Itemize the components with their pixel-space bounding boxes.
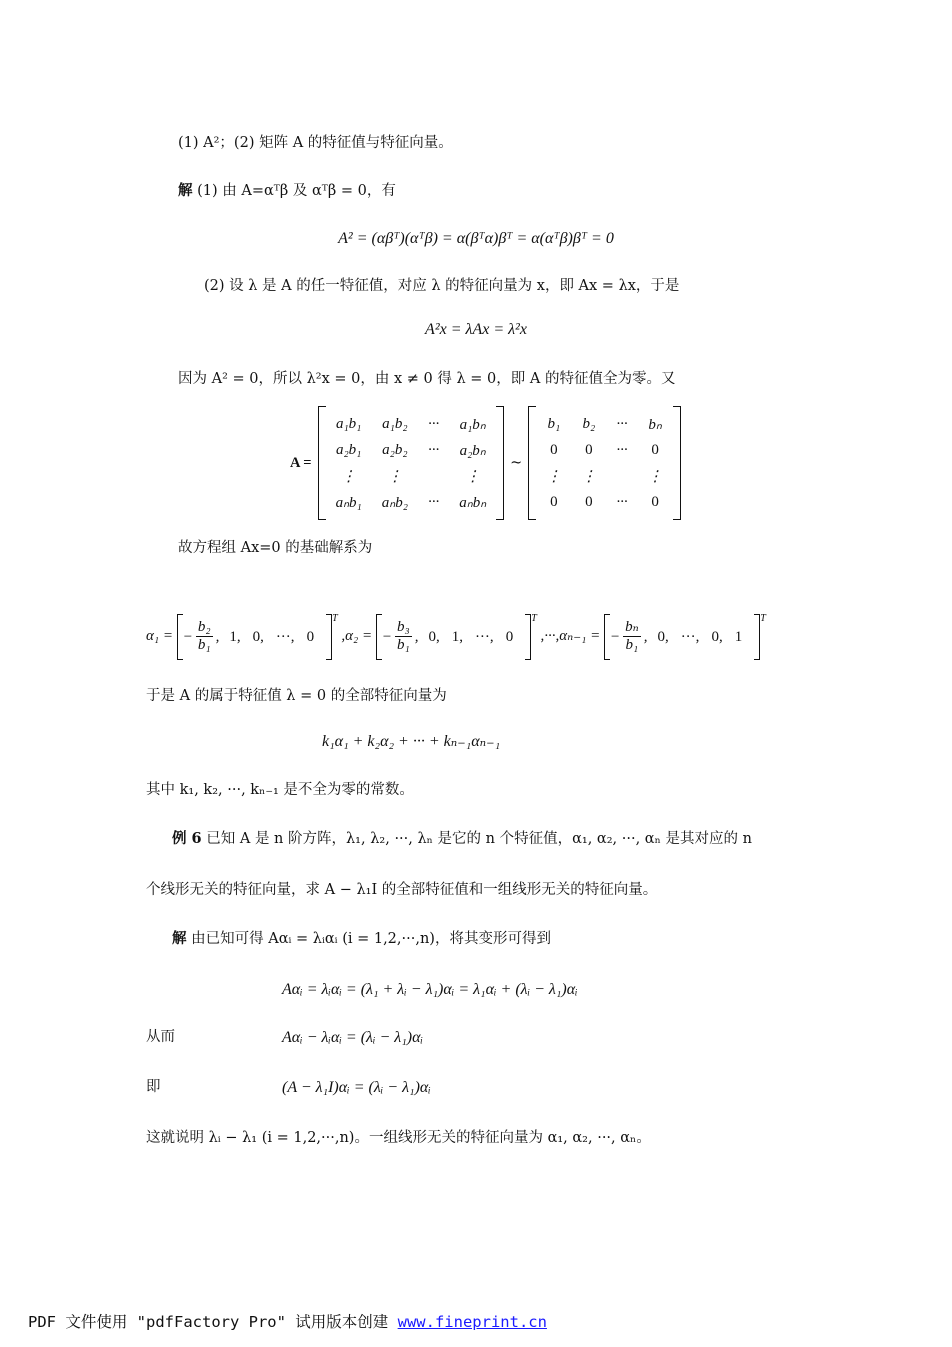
matrix-equation: [290, 406, 681, 520]
minus-sign: −: [609, 628, 621, 645]
text-line: 个线形无关的特征向量，求 A − λ₁I 的全部特征值和一组线形无关的特征向量。: [146, 882, 658, 898]
matrix-cell: a₂bₙ: [459, 442, 486, 459]
denominator: b₁: [396, 637, 410, 654]
comma: ,: [643, 628, 648, 645]
matrix-cell: 0: [651, 493, 659, 510]
matrix-cell: a₂b₁: [335, 441, 362, 458]
numerator: b₃: [396, 619, 410, 636]
text-line: (2) 设 λ 是 A 的任一特征值，对应 λ 的特征向量为 x，即 Ax = λx，于是: [204, 278, 680, 294]
entry: 1: [734, 628, 743, 645]
footer-text: PDF 文件使用 "pdfFactory Pro" 试用版本创建: [28, 1313, 398, 1331]
matrix-cell: ···: [427, 415, 440, 432]
matrix-cell: ⋮: [387, 468, 403, 485]
matrix-cell: bₙ: [648, 416, 662, 433]
text-line: 即: [146, 1079, 161, 1095]
matrix-cell: ⋮: [546, 468, 562, 485]
pdf-footer: [28, 1310, 547, 1332]
minus-sign: −: [182, 628, 193, 645]
entry: 0: [306, 628, 315, 645]
text-line: (1) A²；(2) 矩阵 A 的特征值与特征向量。: [178, 135, 453, 151]
text-line: [172, 829, 752, 849]
matrix-cell: a₁b₂: [382, 415, 408, 432]
entry: 0,: [657, 628, 669, 645]
fraction: [623, 619, 641, 654]
matrix-cell: ⋮: [647, 468, 663, 485]
matrix-cell: 0: [651, 441, 659, 458]
matrix-left: [326, 411, 497, 515]
entry: 0,: [711, 628, 723, 645]
equation: Aαᵢ − λᵢαᵢ = (λᵢ − λ₁)αᵢ: [282, 1029, 424, 1046]
matrix-cell: [418, 463, 449, 489]
tilde-symbol: ~: [510, 455, 523, 471]
entry: 0,: [428, 628, 440, 645]
solution-text: (1) 由 A=αᵀβ 及 αᵀβ = 0，有: [197, 183, 396, 199]
matrix-cell: a₁b₁: [335, 415, 362, 432]
vector-lhs: ,···,αₙ₋₁ =: [540, 628, 601, 644]
text-line: 这就说明 λᵢ − λ₁ (i = 1,2,···,n)。一组线形无关的特征向量为 α₁, α₂, ···, αₙ。: [146, 1130, 651, 1146]
text-line: [178, 181, 396, 201]
equation: A² = (αβᵀ)(αᵀβ) = α(βᵀα)βᵀ = α(αᵀβ)βᵀ = 0: [338, 230, 614, 247]
entry: 0: [505, 628, 514, 645]
matrix-cell: 0: [585, 493, 593, 510]
vector-entries: [657, 611, 754, 663]
text-line: 因为 A² = 0，所以 λ²x = 0，由 x ≠ 0 得 λ = 0，即 A 的特征值全为零。又: [178, 371, 676, 387]
matrix-cell: a₂b₂: [382, 441, 408, 458]
matrix-cell: ⋮: [465, 468, 481, 485]
text-line: 从而: [146, 1029, 175, 1045]
matrix-cell: 0: [550, 493, 558, 510]
comma: ,: [215, 628, 220, 645]
example-heading: 例 6: [172, 830, 202, 847]
text-line: 其中 k₁, k₂, ···, kₙ₋₁ 是不全为零的常数。: [146, 782, 414, 798]
right-bracket: [496, 406, 504, 520]
equation: (A − λ₁I)αᵢ = (λᵢ − λ₁)αᵢ: [282, 1079, 431, 1096]
matrix-cell: b₂: [582, 415, 596, 432]
solution-heading: 解: [178, 182, 193, 199]
vector-n-minus-1: − $\frac{\text{bₙ}}{\text{b₁}}$ , 0, ···, 0, 1 $^T$: [604, 611, 766, 663]
matrix-cell: 0: [585, 441, 593, 458]
matrix-cell: [606, 463, 637, 489]
basis-vectors: [146, 610, 766, 663]
solution-text: 由已知可得 Aαᵢ = λᵢαᵢ (i = 1,2,···,n)，将其变形可得到: [191, 931, 551, 947]
matrix-cell: ···: [616, 441, 628, 458]
entry: 1,: [229, 628, 241, 645]
matrix-cell: aₙbₙ: [459, 494, 487, 511]
matrix-cell: a₁bₙ: [459, 416, 486, 433]
right-bracket: [673, 406, 681, 520]
matrix-cell: 0: [550, 441, 558, 458]
comma: ,: [414, 628, 419, 645]
equation: Aαᵢ = λᵢαᵢ = (λ₁ + λᵢ − λ₁)αᵢ = λ₁αᵢ + (λᵢ − λ₁)αᵢ: [282, 981, 578, 998]
left-bracket: [528, 406, 536, 520]
entry: 0,: [252, 628, 264, 645]
vector-entries: [229, 611, 326, 663]
matrix-cell: ···: [616, 493, 628, 510]
minus-sign: −: [381, 628, 392, 645]
entry: 1,: [451, 628, 463, 645]
numerator: b₂: [197, 619, 211, 636]
numerator: bₙ: [625, 619, 639, 636]
vector-entries: [428, 611, 525, 663]
entry: ···,: [275, 628, 295, 645]
fraction: [196, 619, 213, 654]
left-bracket: [318, 406, 326, 520]
footer-link[interactable]: www.fineprint.cn: [397, 1313, 547, 1331]
denominator: b₁: [625, 637, 639, 654]
fraction: [395, 619, 412, 654]
matrix-cell: ···: [427, 441, 440, 458]
matrix-cell: b₁: [547, 415, 561, 432]
matrix-cell: aₙb₁: [335, 494, 362, 511]
matrix-cell: ···: [616, 415, 628, 432]
solution-heading: 解: [172, 930, 187, 947]
equation: A²x = λAx = λ²x: [425, 321, 527, 338]
example-text: 已知 A 是 n 阶方阵，λ₁, λ₂, ···, λₙ 是它的 n 个特征值，α₁, α₂, ···, αₙ 是其对应的 n: [206, 831, 752, 847]
equation: k₁α₁ + k₂α₂ + ··· + kₙ₋₁αₙ₋₁: [322, 733, 501, 750]
text-line: 于是 A 的属于特征值 λ = 0 的全部特征向量为: [146, 688, 447, 704]
vector-1: − $\frac{\text{b₂}}{\text{b₁}}$ , 1, 0, ···, 0 $^T$: [177, 611, 338, 663]
denominator: b₁: [197, 637, 211, 654]
matrix-cell: ···: [427, 493, 440, 510]
entry: ···,: [680, 628, 700, 645]
matrix-cell: ⋮: [581, 468, 597, 485]
vector-2: − $\frac{\text{b₃}}{\text{b₁}}$ , 0, 1, ···, 0 $^T$: [376, 611, 537, 663]
matrix-lhs: A =: [290, 454, 312, 471]
text-line: [172, 929, 551, 949]
vector-lhs: α₁ =: [146, 628, 173, 644]
vector-lhs: ,α₂ =: [341, 628, 373, 644]
entry: ···,: [474, 628, 494, 645]
matrix-cell: aₙb₂: [381, 494, 408, 511]
text-line: 故方程组 Ax=0 的基础解系为: [178, 540, 373, 556]
matrix-right: [536, 411, 672, 515]
matrix-cell: ⋮: [341, 468, 357, 485]
